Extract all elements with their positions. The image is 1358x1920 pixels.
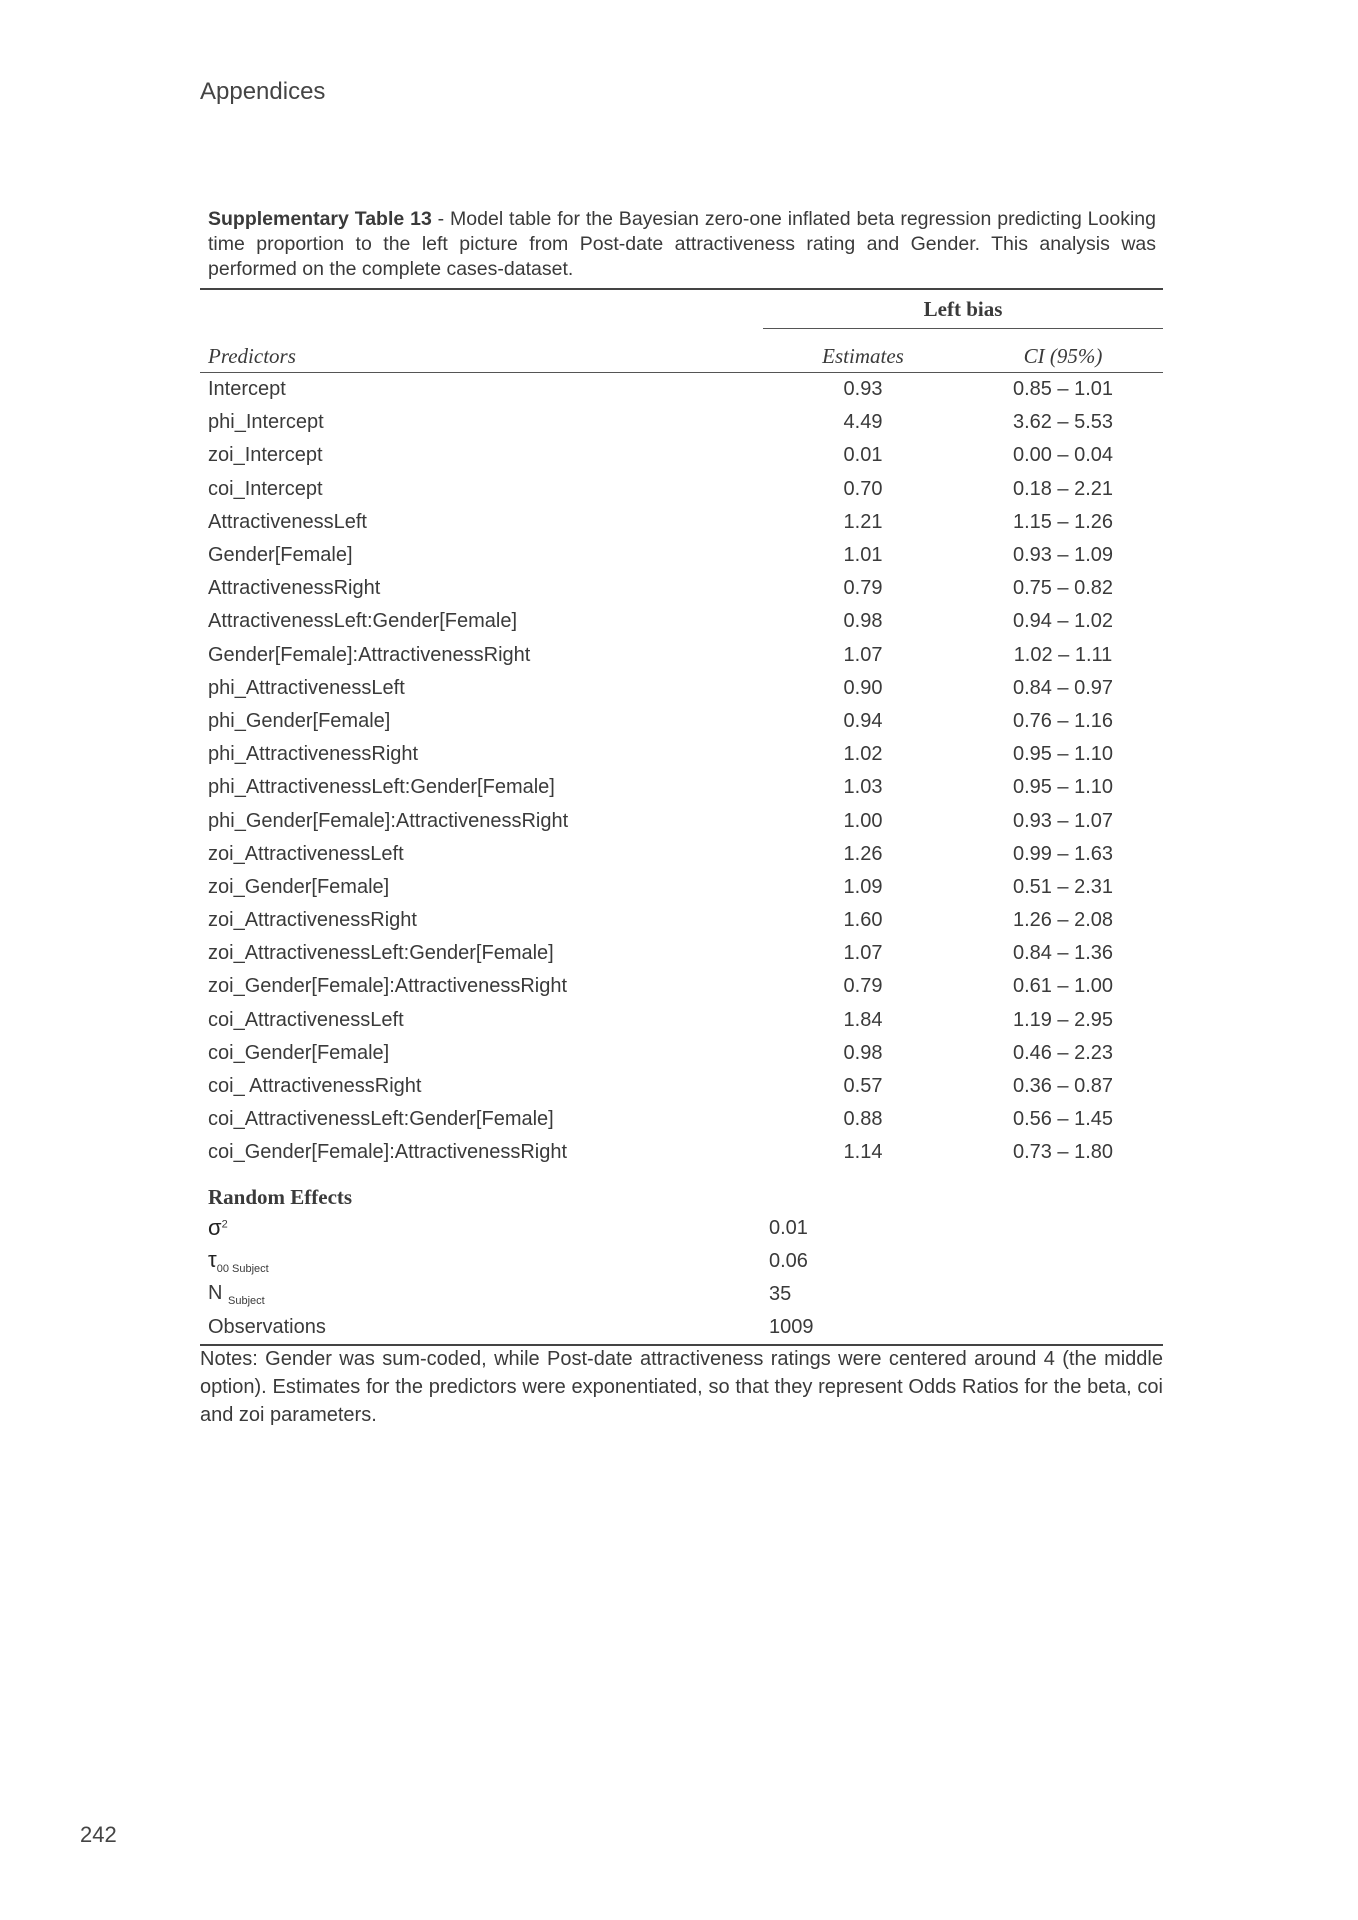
page-number: 242 [80, 1822, 117, 1847]
ci-cell: 0.61 – 1.00 [1012, 975, 1114, 998]
predictor-cell: phi_AttractivenessRight [208, 743, 419, 766]
caption-label: Supplementary Table 13 [208, 208, 432, 230]
table-notes: Notes: Gender was sum-coded, while Post-date attractiveness ratings were centered around 4 (the middle option). Estimates for the predictors were exponentiated, so that they represent Odds Ratios for the beta, coi and zoi parameters. [200, 1348, 1163, 1426]
group-header: Left bias [763, 289, 1163, 329]
estimate-cell: 0.98 [843, 1041, 883, 1064]
predictor-cell: phi_Intercept [208, 411, 324, 434]
ci-cell: 0.94 – 1.02 [1012, 610, 1114, 633]
caption-text: - Model table for the Bayesian zero-one inflated beta regression predicting Looking time proportion to the left picture from Post-date attractiveness rating and Gender. This analysis was performed on the complete cases-dataset. [208, 208, 1156, 280]
predictor-cell: Intercept [208, 378, 286, 401]
predictor-cell: coi_AttractivenessLeft [208, 1008, 404, 1031]
predictor-cell: zoi_Gender[Female]:AttractivenessRight [208, 975, 568, 998]
predictor-cell: coi_Intercept [208, 477, 323, 500]
estimate-cell: 1.01 [843, 544, 883, 567]
estimate-cell: 0.79 [843, 577, 883, 600]
predictor-cell: AttractivenessLeft:Gender[Female] [208, 610, 518, 633]
predictor-cell: AttractivenessLeft [208, 510, 367, 533]
random-effects-title: Random Effects [208, 1184, 353, 1209]
table-row [200, 639, 1163, 672]
ci-cell: 3.62 – 5.53 [1012, 411, 1114, 434]
ci-cell: 0.76 – 1.16 [1012, 709, 1114, 732]
table-row [200, 738, 1163, 771]
table-row [200, 605, 1163, 638]
ci-cell: 0.95 – 1.10 [1012, 776, 1114, 799]
predictor-cell: zoi_AttractivenessLeft [208, 842, 404, 865]
estimate-cell: 0.70 [843, 477, 883, 500]
table-row [200, 1070, 1163, 1103]
random-effects-section [200, 1170, 1163, 1345]
ci-cell: 0.85 – 1.01 [1012, 378, 1114, 401]
estimate-cell: 1.60 [843, 909, 883, 932]
predictor-cell: phi_Gender[Female]:AttractivenessRight [208, 809, 569, 832]
n-symbol: N [208, 1281, 223, 1304]
predictor-cell: phi_AttractivenessLeft [208, 676, 405, 699]
n-subscript: Subject [228, 1294, 265, 1307]
ci-cell: 0.36 – 0.87 [1012, 1075, 1114, 1098]
table-row [200, 1103, 1163, 1136]
n-value: 35 [769, 1282, 792, 1305]
sigma-label [200, 1212, 763, 1245]
predictor-cell: AttractivenessRight [208, 577, 381, 600]
table-row [200, 904, 1163, 937]
predictor-cell: coi_Gender[Female] [208, 1041, 390, 1064]
sigma-value: 0.01 [769, 1216, 808, 1239]
table-row [200, 1136, 1163, 1169]
predictor-cell: coi_ AttractivenessRight [208, 1075, 422, 1098]
ci-cell: 0.84 – 1.36 [1012, 942, 1114, 965]
estimate-cell: 1.00 [843, 809, 883, 832]
estimate-cell: 0.94 [843, 709, 883, 732]
table-row [200, 672, 1163, 705]
observations-label: Observations [200, 1311, 763, 1345]
observations-value: 1009 [763, 1311, 1163, 1345]
column-header-estimates: Estimates [763, 329, 963, 373]
ci-cell: 0.75 – 0.82 [1012, 577, 1114, 600]
estimate-cell: 0.88 [843, 1108, 883, 1131]
table-row [200, 1037, 1163, 1070]
tau-symbol: τ [208, 1247, 217, 1272]
tau-label [200, 1245, 763, 1278]
ci-cell: 1.26 – 2.08 [1012, 909, 1114, 932]
predictor-cell: zoi_Gender[Female] [208, 875, 390, 898]
sigma-symbol: σ [208, 1215, 222, 1240]
ci-cell: 0.73 – 1.80 [1012, 1141, 1114, 1164]
ci-cell: 0.46 – 2.23 [1012, 1041, 1114, 1064]
table-row [200, 970, 1163, 1003]
estimate-cell: 1.03 [843, 776, 883, 799]
table-row [200, 838, 1163, 871]
predictor-cell: phi_Gender[Female] [208, 709, 391, 732]
predictor-cell: coi_Gender[Female]:AttractivenessRight [208, 1141, 568, 1164]
estimate-cell: 0.57 [843, 1075, 883, 1098]
column-header-ci: CI (95%) [963, 329, 1163, 373]
n-label [200, 1278, 763, 1311]
predictor-cell: Gender[Female]:AttractivenessRight [208, 643, 531, 666]
table-caption [208, 207, 1156, 282]
estimate-cell: 1.07 [843, 942, 883, 965]
estimate-cell: 1.07 [843, 643, 883, 666]
estimate-cell: 0.93 [843, 378, 883, 401]
table-row [200, 572, 1163, 605]
predictor-cell: Gender[Female] [208, 544, 353, 567]
table-row [200, 373, 1163, 407]
ci-cell: 0.93 – 1.07 [1012, 809, 1114, 832]
estimate-cell: 0.90 [843, 676, 883, 699]
ci-cell: 0.00 – 0.04 [1012, 444, 1114, 467]
estimate-cell: 1.84 [843, 1008, 883, 1031]
model-table [200, 288, 1163, 1346]
running-header: Appendices [200, 78, 326, 105]
estimate-cell: 0.98 [843, 610, 883, 633]
ci-cell: 1.02 – 1.11 [1013, 643, 1113, 666]
ci-cell: 0.18 – 2.21 [1012, 477, 1114, 500]
predictor-cell: zoi_Intercept [208, 444, 323, 467]
predictor-cell: zoi_AttractivenessLeft:Gender[Female] [208, 942, 554, 965]
table-row [200, 406, 1163, 439]
table-row [200, 771, 1163, 804]
predictor-cell: coi_AttractivenessLeft:Gender[Female] [208, 1108, 554, 1131]
estimate-cell: 0.79 [843, 975, 883, 998]
sigma-superscript: 2 [221, 1218, 228, 1231]
table-row [200, 871, 1163, 904]
table-row [200, 1004, 1163, 1037]
tau-subscript: 00 Subject [216, 1263, 269, 1275]
ci-cell: 0.95 – 1.10 [1012, 743, 1114, 766]
table-row [200, 937, 1163, 970]
table-row [200, 705, 1163, 738]
ci-cell: 0.99 – 1.63 [1012, 842, 1114, 865]
estimate-cell: 1.14 [843, 1141, 883, 1164]
table-row [200, 539, 1163, 572]
estimate-cell: 0.01 [843, 444, 883, 467]
ci-cell: 1.15 – 1.26 [1012, 510, 1114, 533]
column-header-predictors: Predictors [200, 329, 763, 373]
estimate-cell: 1.26 [843, 842, 883, 865]
ci-cell: 0.84 – 0.97 [1012, 676, 1114, 699]
estimate-cell: 4.49 [843, 411, 883, 434]
ci-cell: 0.51 – 2.31 [1012, 875, 1114, 898]
table-row [200, 439, 1163, 472]
ci-cell: 0.93 – 1.09 [1012, 544, 1114, 567]
tau-value: 0.06 [769, 1249, 808, 1272]
predictor-cell: phi_AttractivenessLeft:Gender[Female] [208, 776, 555, 799]
table-row [200, 804, 1163, 837]
estimate-cell: 1.09 [843, 875, 883, 898]
predictor-cell: zoi_AttractivenessRight [208, 909, 417, 932]
estimate-cell: 1.02 [843, 743, 883, 766]
ci-cell: 0.56 – 1.45 [1012, 1108, 1114, 1131]
table-row [200, 473, 1163, 506]
table-row [200, 506, 1163, 539]
estimate-cell: 1.21 [843, 510, 883, 533]
table-body [200, 373, 1163, 1170]
ci-cell: 1.19 – 2.95 [1012, 1008, 1114, 1031]
